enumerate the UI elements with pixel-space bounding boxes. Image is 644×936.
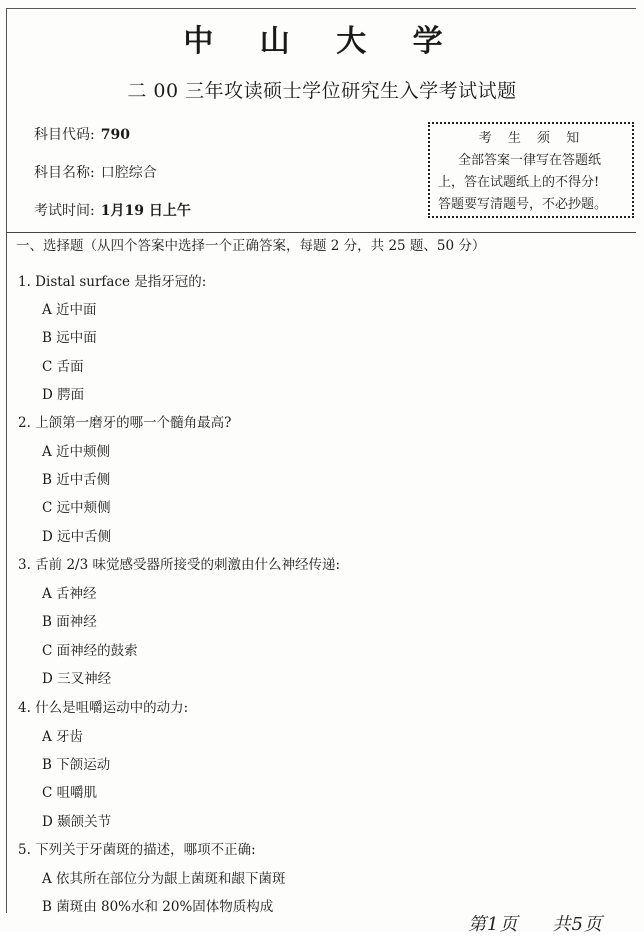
question-option: D 颞颌关节 — [42, 814, 112, 830]
question-option: C 咀嚼肌 — [42, 785, 98, 801]
page-number-note: 第1页 — [468, 914, 519, 935]
question-stem: 4. 什么是咀嚼运动中的动力: — [18, 700, 189, 716]
question-option: A 近中面 — [42, 302, 97, 318]
question-option: A 近中颊侧 — [42, 444, 111, 460]
section-header: 一、选择题（从四个答案中选择一个正确答案，每题 2 分，共 25 题、50 分） — [16, 238, 486, 254]
question-stem: 3. 舌前 2/3 味觉感受器所接受的刺激由什么神经传递: — [18, 557, 341, 573]
university-title: 中 山 大 学 — [183, 24, 461, 59]
question-option: B 面神经 — [42, 614, 97, 630]
subject-name-label: 科目名称: — [34, 165, 95, 181]
question-option: C 舌面 — [42, 359, 84, 375]
notice-title: 考 生 须 知 — [478, 131, 586, 146]
notice-line: 全部答案一律写在答题纸 — [458, 153, 602, 168]
subject-code-value: 790 — [100, 127, 130, 143]
exam-time — [34, 200, 191, 220]
subject-name-value: 口腔综合 — [100, 165, 157, 181]
question-stem: 5. 下列关于牙菌斑的描述，哪项不正确: — [18, 842, 256, 858]
handwritten-page-note — [468, 910, 637, 936]
exam-title: 二 00 三年攻读硕士学位研究生入学考试试题 — [127, 80, 517, 102]
question-option: C 面神经的鼓索 — [42, 643, 138, 659]
notice-line: 答题要写清题号，不必抄题。 — [438, 197, 608, 212]
question-option: B 下颌运动 — [42, 757, 111, 773]
notice-line: 上，答在试题纸上的不得分! — [438, 175, 600, 190]
question-option: D 三叉神经 — [42, 671, 112, 687]
page-border-left — [6, 8, 7, 913]
question-option: B 菌斑由 80%水和 20%固体物质构成 — [42, 899, 274, 915]
subject-code-label: 科目代码: — [34, 127, 95, 143]
subject-name — [34, 162, 157, 182]
question-option: A 依其所在部位分为龈上菌斑和龈下菌斑 — [42, 871, 286, 887]
page-border-top — [6, 8, 636, 9]
exam-time-label: 考试时间: — [34, 203, 95, 219]
question-option: A 牙齿 — [42, 729, 84, 745]
question-option: D 远中舌侧 — [42, 529, 112, 545]
candidate-notice-box — [428, 122, 634, 218]
question-stem: 2. 上颌第一磨牙的哪一个髓角最高? — [18, 415, 232, 431]
total-pages-note: 共5页 — [552, 914, 603, 935]
question-option: D 腭面 — [42, 387, 85, 403]
question-option: B 远中面 — [42, 330, 97, 346]
question-option: C 远中颊侧 — [42, 500, 111, 516]
question-stem: 1. Distal surface 是指牙冠的: — [18, 274, 207, 290]
question-option: A 舌神经 — [42, 586, 97, 602]
section-divider — [6, 232, 636, 233]
question-option: B 近中舌侧 — [42, 472, 111, 488]
subject-code — [34, 124, 130, 144]
exam-time-value: 1月19 日上午 — [100, 203, 191, 219]
